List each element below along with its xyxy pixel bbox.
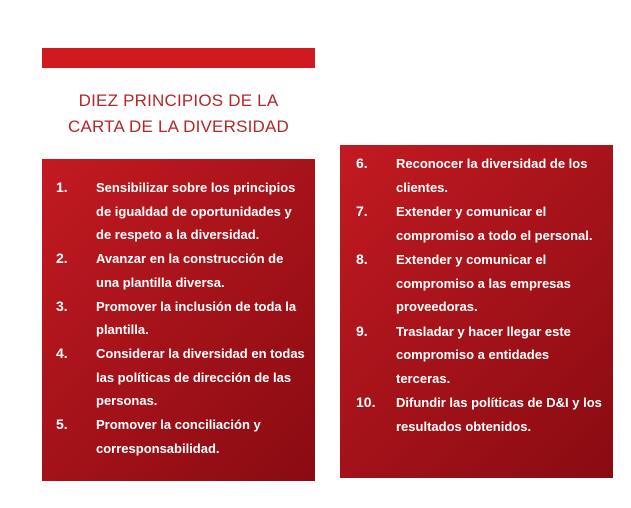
principle-item-4 — [42, 342, 315, 413]
principle-number: 6. — [356, 155, 368, 171]
principle-item-7 — [340, 200, 613, 247]
principles-list-right — [340, 152, 613, 438]
principle-text: Extender y comunicar el compromiso a las empresas proveedoras. — [396, 252, 571, 314]
principle-text: Considerar la diversidad en todas las políticas de dirección de las personas. — [96, 346, 305, 408]
principle-item-1 — [42, 176, 315, 247]
principle-item-9 — [340, 320, 613, 391]
principles-list-left — [42, 176, 315, 460]
principle-number: 9. — [356, 322, 368, 339]
principle-item-10 — [340, 391, 613, 438]
principle-text: Sensibilizar sobre los principios de igualdad de oportunidades y de respeto a la diversidad. — [96, 180, 296, 242]
principle-text: Difundir las políticas de D&I y los resultados obtenidos. — [396, 395, 602, 434]
principle-text: Trasladar y hacer llegar este compromiso a entidades terceras. — [396, 323, 571, 386]
decorative-top-bar — [42, 48, 315, 68]
page-title — [42, 88, 315, 140]
title-line-1: DIEZ PRINCIPIOS DE LA — [78, 91, 279, 110]
principle-number: 10. — [356, 394, 376, 410]
principle-text: Promover la inclusión de toda la plantilla. — [96, 298, 297, 337]
principle-item-8 — [340, 248, 613, 319]
principle-item-6 — [340, 152, 613, 199]
principle-text: Extender y comunicar el compromiso a todo el personal. — [396, 204, 593, 243]
principle-text: Avanzar en la construcción de una plantilla diversa. — [96, 251, 284, 290]
principle-number: 2. — [56, 250, 68, 266]
principles-panel-left — [42, 159, 315, 481]
principle-number: 8. — [356, 251, 368, 267]
title-line-2: CARTA DE LA DIVERSIDAD — [67, 117, 290, 136]
principle-item-2 — [42, 247, 315, 294]
principle-number: 4. — [56, 345, 68, 361]
principle-item-5 — [42, 413, 315, 460]
principle-number: 1. — [56, 179, 68, 195]
principle-number: 7. — [356, 203, 368, 219]
principle-number: 3. — [56, 297, 68, 314]
principles-panel-right — [340, 145, 613, 478]
principle-text: Reconocer la diversidad de los clientes. — [396, 156, 588, 195]
principle-number: 5. — [56, 416, 68, 432]
principle-text: Promover la conciliación y corresponsabilidad. — [96, 417, 261, 456]
principle-item-3 — [42, 295, 315, 342]
